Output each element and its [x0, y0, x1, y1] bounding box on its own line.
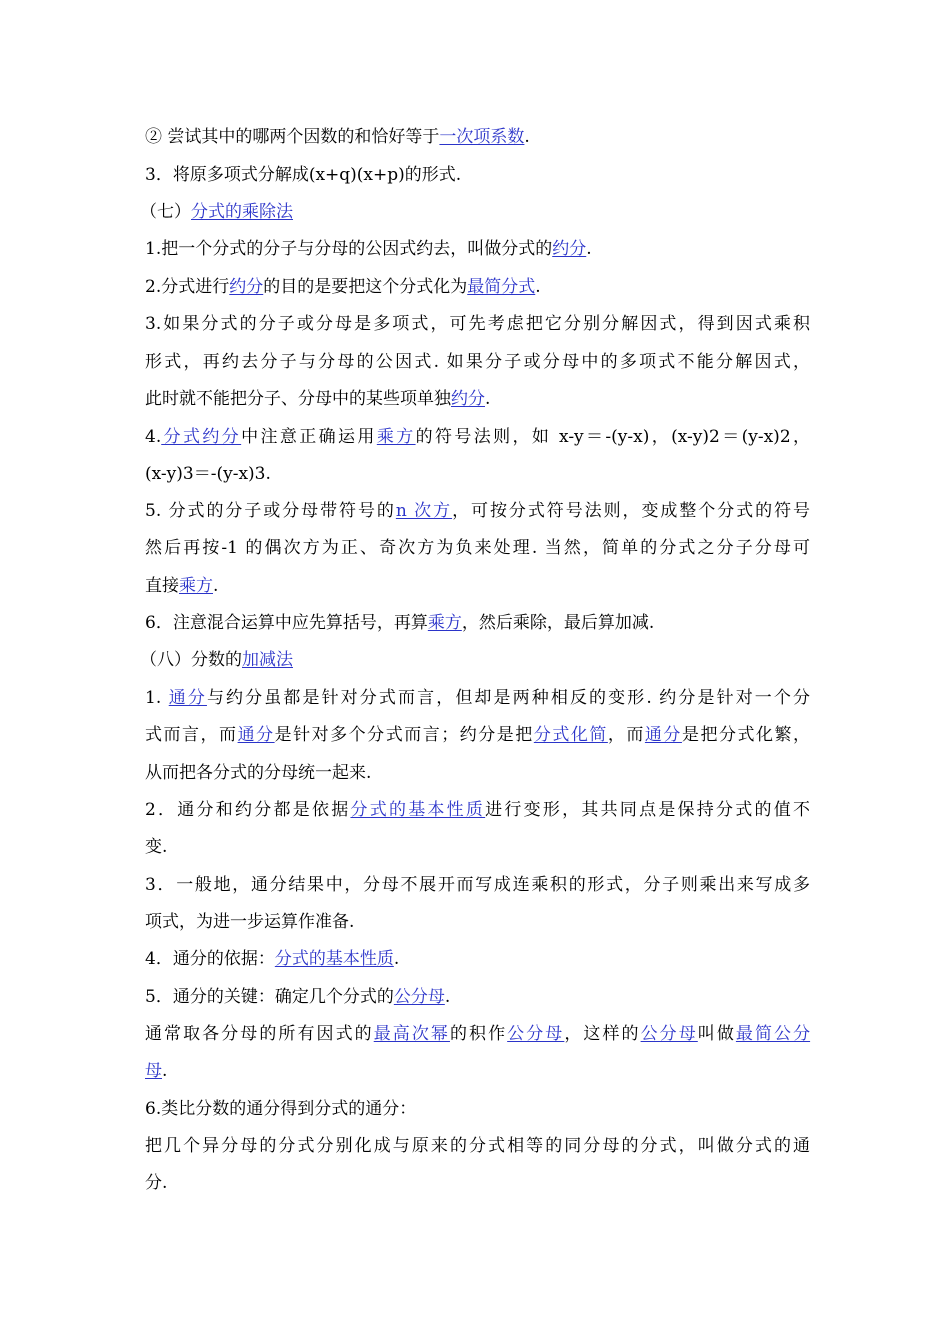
term-link[interactable]: 通分 — [644, 725, 682, 745]
term-link[interactable]: 通分 — [237, 725, 275, 745]
text-span: . — [485, 389, 491, 409]
text-span: 从而把各分式的分母统一起来. — [145, 763, 372, 783]
term-link[interactable]: 母 — [145, 1061, 162, 1081]
term-link[interactable]: 一次项系数 — [439, 127, 525, 147]
text-line — [145, 425, 810, 449]
text-span: 3．一般地，通分结果中，分母不展开而写成连乘积的形式，分子则乘出来写成多 — [145, 875, 810, 895]
term-link[interactable]: 乘方 — [376, 427, 416, 447]
text-span: 2．通分和约分都是依据 — [145, 800, 351, 820]
text-line — [145, 1097, 810, 1121]
text-span: 是针对多个分式而言；约分是把 — [274, 725, 534, 745]
text-line — [145, 835, 810, 859]
text-line — [145, 798, 810, 822]
text-line — [145, 387, 810, 411]
term-link[interactable]: 公分母 — [393, 987, 445, 1007]
text-line — [145, 275, 810, 299]
term-link[interactable]: 公分母 — [640, 1024, 698, 1044]
term-link[interactable]: 分式约分 — [161, 427, 242, 447]
text-span: . — [444, 987, 451, 1007]
text-span: 2.分式进行 — [145, 277, 230, 297]
text-line — [145, 1171, 810, 1195]
text-line — [145, 947, 810, 971]
term-link[interactable]: n 次方 — [395, 501, 453, 521]
text-span: (x-y)3＝-(y-x)3. — [145, 464, 271, 484]
text-span: 叫做 — [697, 1024, 736, 1044]
text-span: ，可按分式符号法则，变成整个分式的符号 — [452, 501, 811, 521]
text-line — [145, 1134, 810, 1158]
text-span: 3.如果分式的分子或分母是多项式，可先考虑把它分别分解因式，得到因式乘积 — [145, 314, 810, 334]
text-line — [145, 163, 810, 187]
text-span: 形式，再约去分子与分母的公因式. 如果分子或分母中的多项式不能分解因式， — [145, 352, 810, 372]
text-span: 然后再按-1 的偶次方为正、奇次方为负来处理. 当然，简单的分式之分子分母可 — [145, 538, 810, 558]
text-span: . — [213, 576, 219, 596]
term-link[interactable]: 分式的乘除法 — [191, 202, 293, 222]
text-span: 变. — [145, 837, 168, 857]
text-span: 1. — [145, 688, 169, 708]
text-span: ，然后乘除，最后算加减. — [461, 613, 655, 633]
text-span: ，这样的 — [564, 1024, 641, 1044]
text-span: 6.类比分数的通分得到分式的通分： — [145, 1099, 417, 1119]
term-link[interactable]: 分式的基本性质 — [350, 800, 486, 820]
term-link[interactable]: 乘方 — [427, 613, 462, 633]
term-link[interactable]: 最简分式 — [467, 277, 536, 297]
text-span: 的积作 — [449, 1024, 508, 1044]
text-span: 进行变形，其共同点是保持分式的值不 — [485, 800, 811, 820]
text-span: 5. 分式的分子或分母带符号的 — [145, 501, 396, 521]
text-span: 直接 — [145, 576, 179, 596]
term-link[interactable]: 最高次幂 — [373, 1024, 450, 1044]
text-line — [145, 1059, 810, 1083]
text-span: 此时就不能把分子、分母中的某些项单独 — [145, 389, 451, 409]
term-link[interactable]: 约分 — [552, 239, 587, 259]
text-line — [145, 723, 810, 747]
term-link[interactable]: 最简公分 — [735, 1024, 811, 1044]
text-span: 与约分虽都是针对分式而言，但却是两种相反的变形. 约分是针对一个分 — [206, 688, 811, 708]
text-line — [145, 237, 810, 261]
text-line — [145, 910, 810, 934]
term-link[interactable]: 分式的基本性质 — [274, 949, 394, 969]
text-line — [145, 686, 810, 710]
text-span: . — [162, 1061, 168, 1081]
text-span: 是把分式化繁， — [681, 725, 811, 745]
term-link[interactable]: 分式化简 — [533, 725, 608, 745]
text-span: 6．注意混合运算中应先算括号，再算 — [145, 613, 428, 633]
text-span: 项式，为进一步运算作准备. — [145, 912, 355, 932]
text-line — [145, 574, 810, 598]
text-span: （七） — [140, 202, 191, 222]
term-link[interactable]: 约分 — [451, 389, 485, 409]
text-line — [145, 462, 810, 486]
text-span: . — [586, 239, 592, 259]
text-line — [145, 761, 810, 785]
text-line — [145, 350, 810, 374]
text-span: . — [535, 277, 541, 297]
text-span: ② 尝试其中的哪两个因数的和恰好等于 — [145, 127, 440, 147]
term-link[interactable]: 加减法 — [242, 650, 293, 670]
text-span: 的目的是要把这个分式化为 — [263, 277, 468, 297]
term-link[interactable]: 乘方 — [179, 576, 213, 596]
text-line — [145, 1022, 810, 1046]
text-span: 分. — [145, 1173, 168, 1193]
text-span: 4．通分的依据： — [145, 949, 275, 969]
text-span: . — [393, 949, 400, 969]
text-line — [145, 125, 810, 149]
text-span: 1.把一个分式的分子与分母的公因式约去，叫做分式的 — [145, 239, 553, 259]
text-line — [145, 873, 810, 897]
text-line — [145, 611, 810, 635]
text-span: 中注意正确运用 — [241, 427, 377, 447]
text-line — [145, 312, 810, 336]
text-span: 4. — [145, 427, 162, 447]
text-span: 通常取各分母的所有因式的 — [145, 1024, 374, 1044]
term-link[interactable]: 约分 — [229, 277, 264, 297]
text-line — [145, 985, 810, 1009]
text-span: 5．通分的关键：确定几个分式的 — [145, 987, 394, 1007]
text-line — [145, 536, 810, 560]
text-line — [145, 499, 810, 523]
text-span: 3．将原多项式分解成(x+q)(x+p)的形式. — [145, 165, 462, 185]
text-line — [140, 200, 805, 224]
text-line — [140, 648, 805, 672]
text-span: 式而言，而 — [145, 725, 238, 745]
text-span: 把几个异分母的分式分别化成与原来的分式相等的同分母的分式，叫做分式的通 — [145, 1136, 810, 1156]
term-link[interactable]: 通分 — [168, 688, 207, 708]
text-span: 的符号法则，如 x-y＝-(y-x)，(x-y)2＝(y-x)2， — [415, 427, 811, 447]
text-span: ，而 — [607, 725, 645, 745]
text-span: . — [524, 127, 530, 147]
term-link[interactable]: 公分母 — [507, 1024, 565, 1044]
text-span: （八）分数的 — [140, 650, 242, 670]
